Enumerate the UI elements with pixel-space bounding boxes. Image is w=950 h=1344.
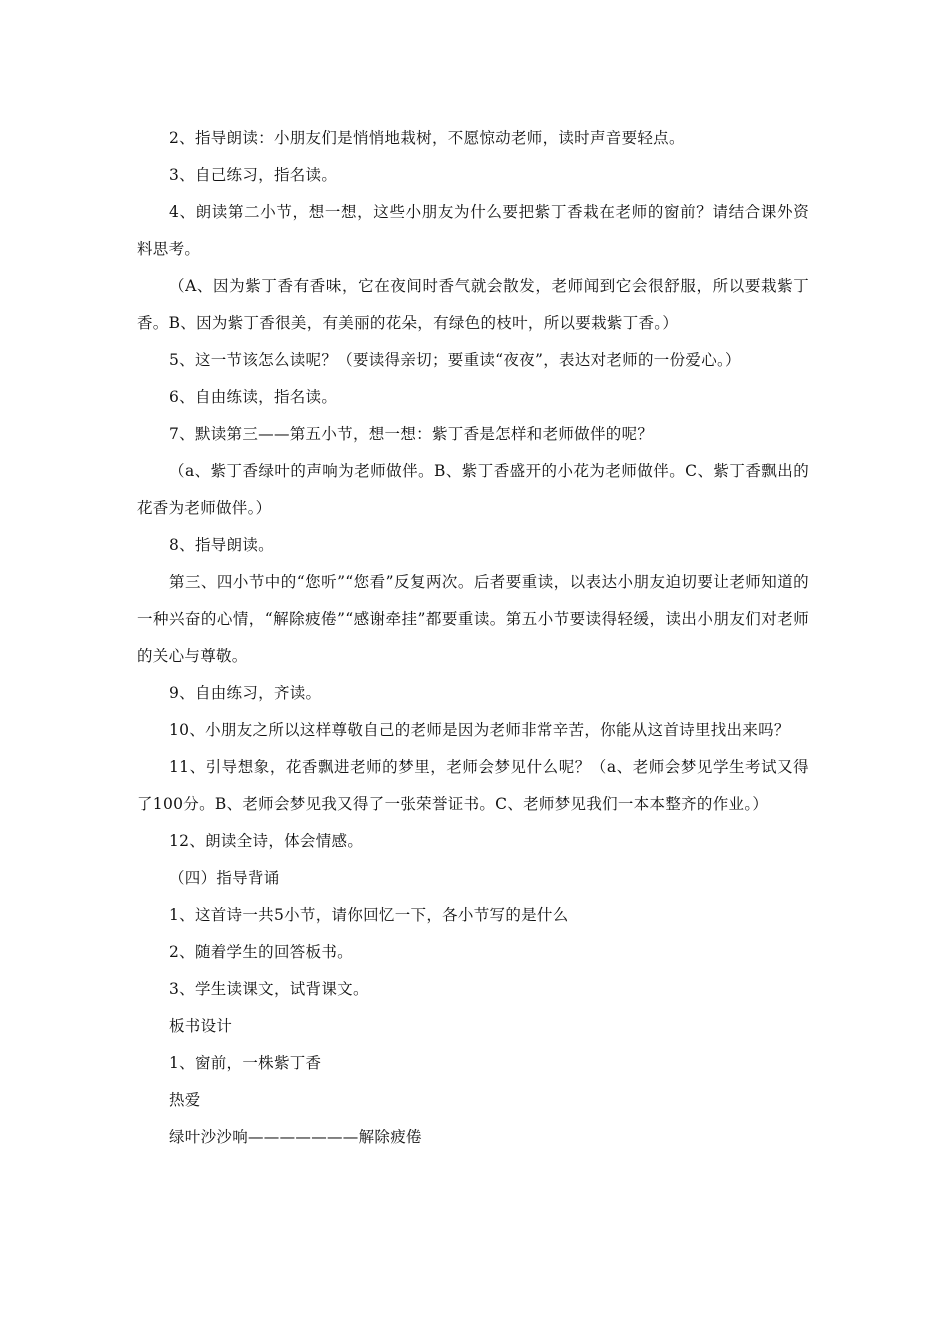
paragraph-group-reading: 9、自由练习，齐读。 (169, 684, 322, 702)
paragraph-answer-why-plant: （A、因为紫丁香有香味，它在夜间时香气就会散发，老师闻到它会很舒服，所以要栽紫丁香。B、因为紫丁香很美，有美丽的花朵，有绿色的枝叶，所以要栽紫丁香。） (137, 277, 809, 332)
paragraph-how-to-read: 5、这一节该怎么读呢？（要读得亲切；要重读“夜夜”，表达对老师的一份爱心。） (169, 351, 741, 369)
paragraph-guide-reading: 2、指导朗读：小朋友们是悄悄地栽树，不愿惊动老师，读时声音要轻点。 (169, 129, 685, 147)
paragraph-recall-sections: 1、这首诗一共5小节，请你回忆一下，各小节写的是什么 (169, 906, 569, 924)
paragraph-read-whole-poem: 12、朗读全诗，体会情感。 (169, 832, 364, 850)
document-body (137, 120, 809, 1156)
board-line-leaves: 绿叶沙沙响———————解除疲倦 (169, 1128, 422, 1146)
paragraph-try-recite: 3、学生读课文，试背课文。 (169, 980, 369, 998)
paragraph-board-writing: 2、随着学生的回答板书。 (169, 943, 353, 961)
paragraph-answer-companion: （a、紫丁香绿叶的声响为老师做伴。B、紫丁香盛开的小花为老师做伴。C、紫丁香飘出的花香为老师做伴。） (137, 462, 809, 517)
board-line-window: 1、窗前，一株紫丁香 (169, 1054, 322, 1072)
paragraph-free-reading: 6、自由练读，指名读。 (169, 388, 338, 406)
paragraph-respect-teacher: 10、小朋友之所以这样尊敬自己的老师是因为老师非常辛苦，你能从这首诗里找出来吗？ (169, 721, 790, 739)
paragraph-read-section-two: 4、朗读第二小节，想一想，这些小朋友为什么要把紫丁香栽在老师的窗前？请结合课外资料思考。 (137, 203, 809, 258)
section-heading-recitation: （四）指导背诵 (169, 869, 280, 887)
paragraph-self-practice: 3、自己练习，指名读。 (169, 166, 338, 184)
board-line-love: 热爱 (169, 1091, 201, 1109)
paragraph-guide-reading-2: 8、指导朗读。 (169, 536, 274, 554)
paragraph-silent-reading: 7、默读第三——第五小节，想一想：紫丁香是怎样和老师做伴的呢？ (169, 425, 654, 443)
paragraph-stress-reading: 第三、四小节中的“您听”“您看”反复两次。后者要重读，以表达小朋友迫切要让老师知道的一种兴奋的心情，“解除疲倦”“感谢牵挂”都要重读。第五小节要读得轻缓，读出小朋友们对老师的关心与尊敬。 (137, 573, 809, 665)
paragraph-imagination: 11、引导想象，花香飘进老师的梦里，老师会梦见什么呢？（a、老师会梦见学生考试又得了100分。B、老师会梦见我又得了一张荣誉证书。C、老师梦见我们一本本整齐的作业。） (137, 758, 809, 813)
section-heading-board-design: 板书设计 (169, 1017, 233, 1035)
